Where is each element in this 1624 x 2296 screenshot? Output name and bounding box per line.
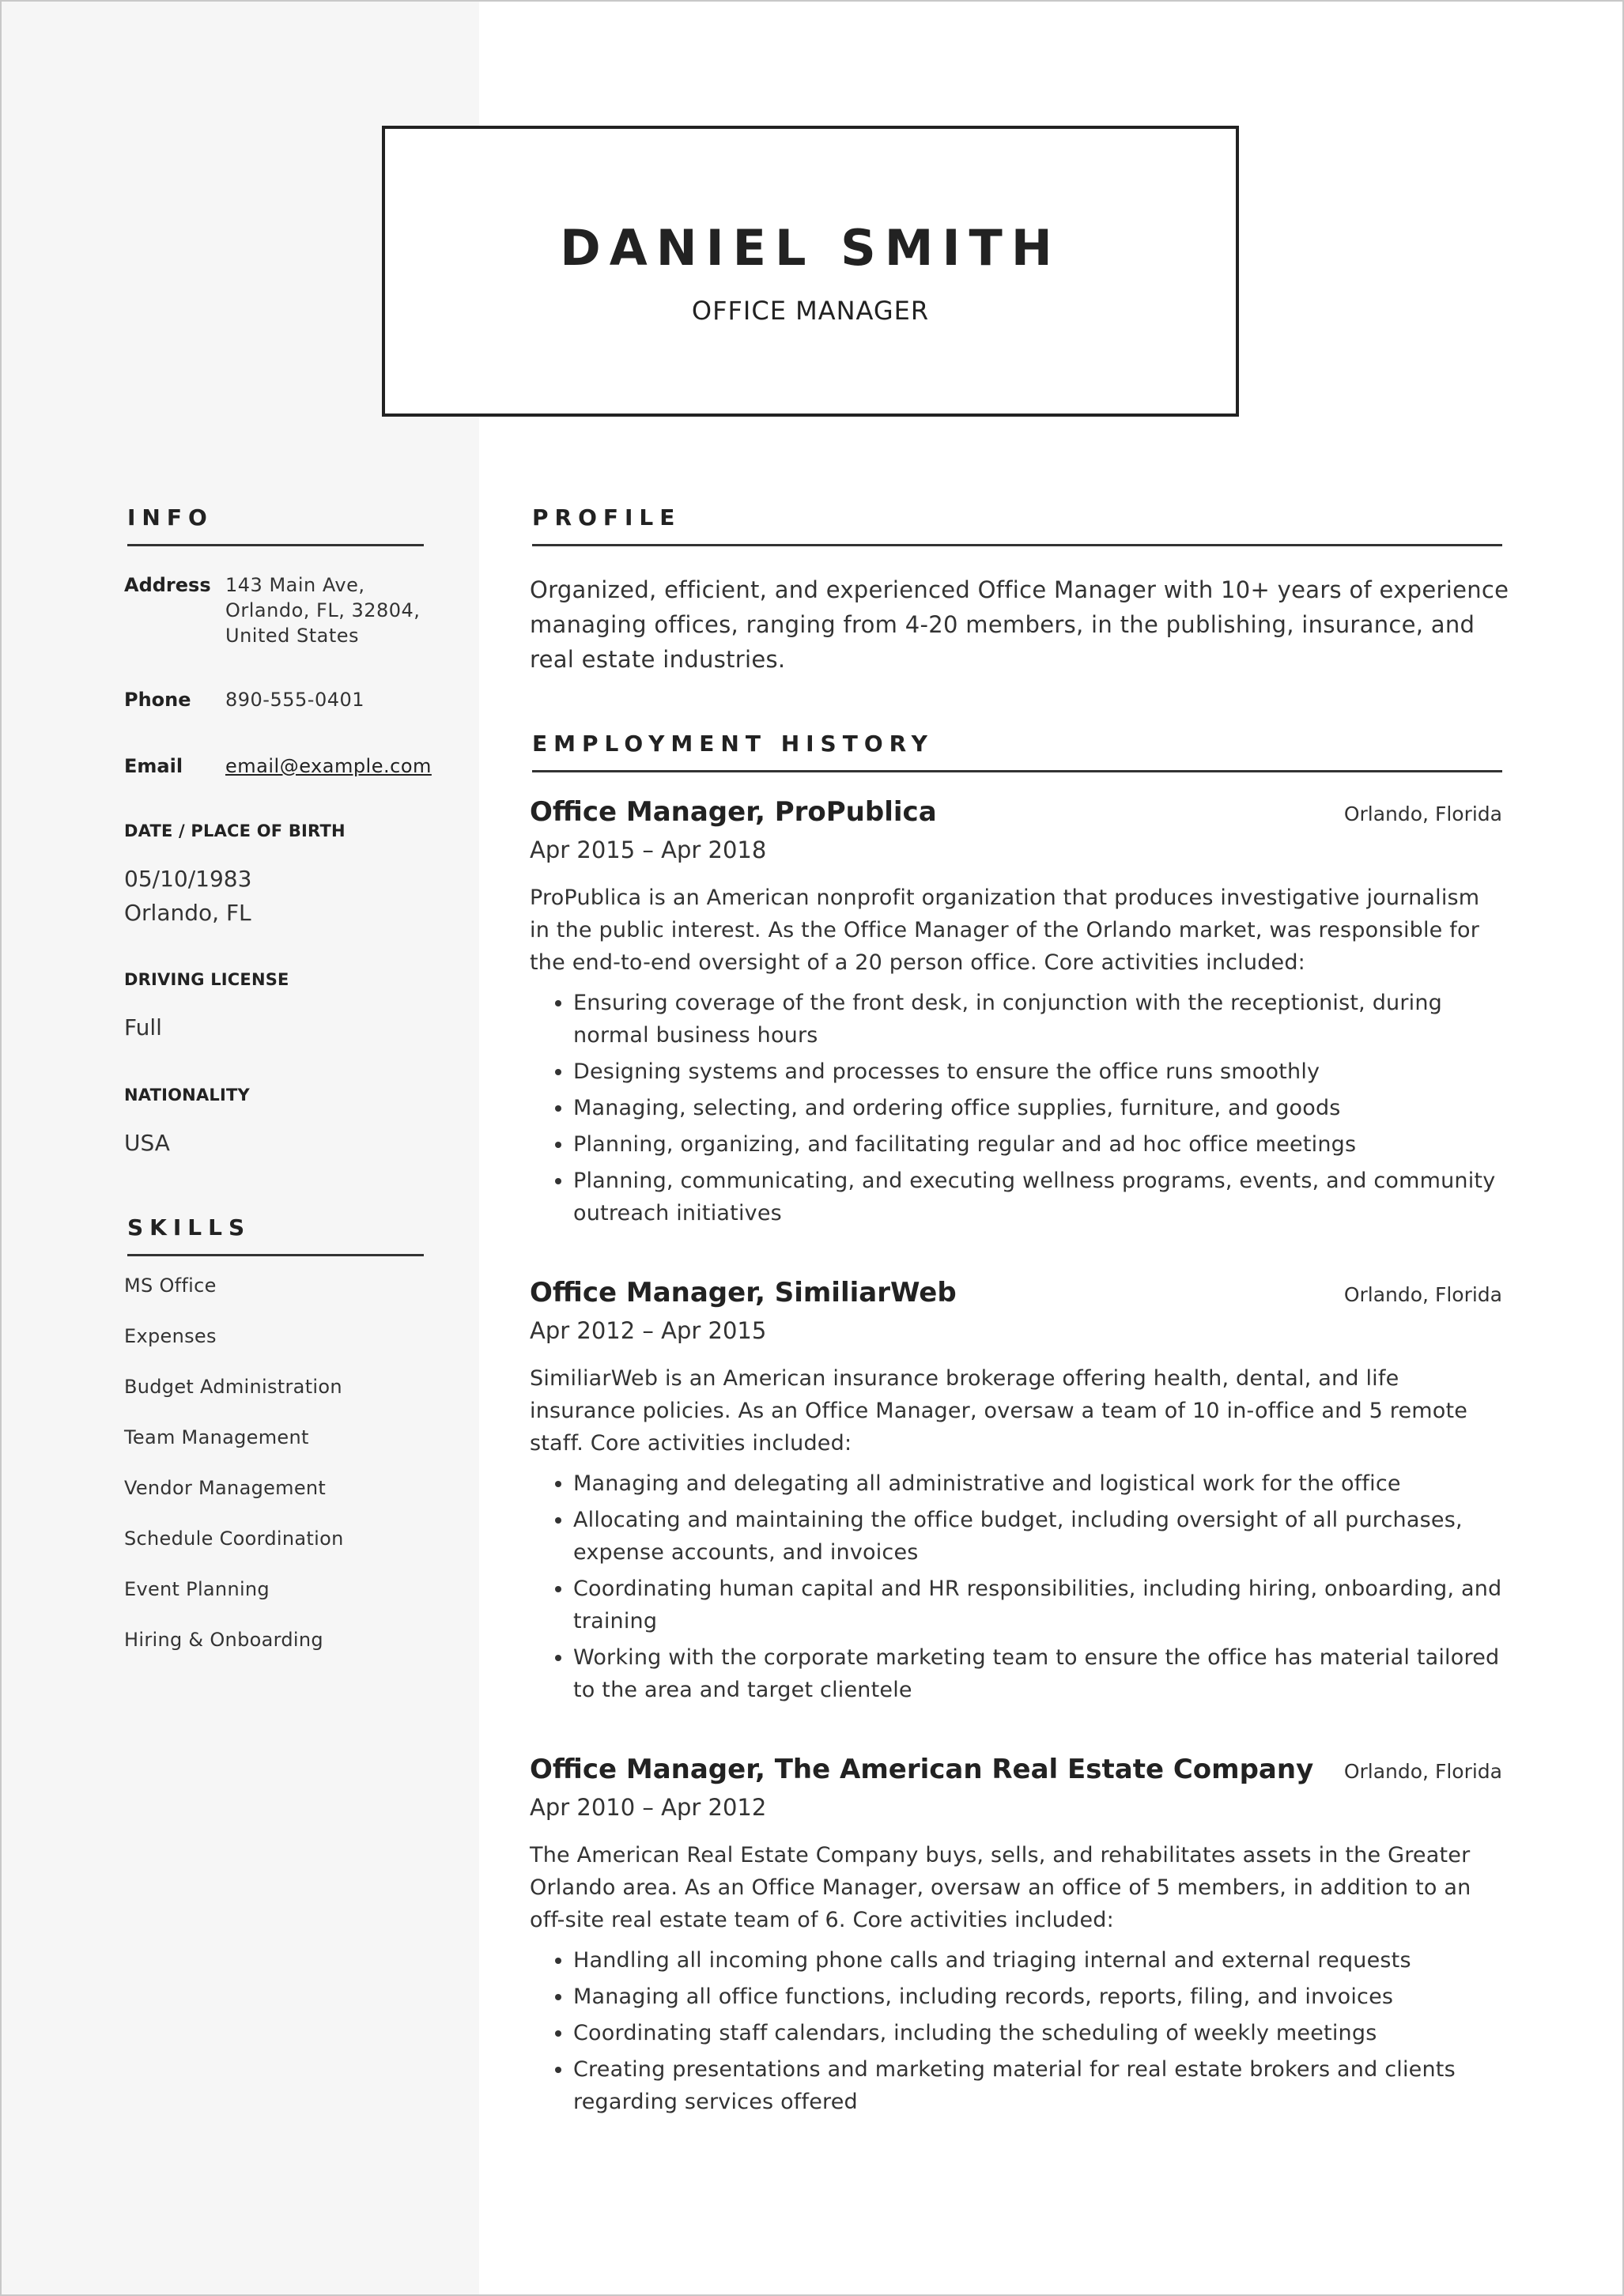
skills-divider (127, 1254, 424, 1256)
job-dates: Apr 2010 – Apr 2012 (530, 1794, 767, 1821)
skill-item: Team Management (124, 1426, 309, 1448)
profile-text: Organized, efficient, and experienced Office Manager with 10+ years of experience managing offices, ranging from 4-20 members, in the publishing, insurance, and real estate industries. (530, 576, 1509, 673)
birth-heading: DATE / PLACE OF BIRTH (124, 821, 346, 840)
job-description: The American Real Estate Company buys, sells, and rehabilitates assets in the Greater Orlando area. As an Office Manager, oversaw an office of 5 members, in addition to an off-site real estate team of 6. Core activities included: (530, 1843, 1471, 1932)
job-bullet: • Allocating and maintaining the office budget, including oversight of all purchases, expense accounts, and invoices (573, 1504, 1502, 1569)
job-bullet-list (530, 1944, 1502, 2118)
email-link[interactable]: email@example.com (225, 755, 432, 777)
job-header (530, 796, 1502, 833)
employment-heading: EMPLOYMENT HISTORY (532, 731, 934, 757)
license-heading: DRIVING LICENSE (124, 970, 289, 989)
info-divider (127, 544, 424, 546)
job-entry (530, 1277, 1502, 1710)
header-box (382, 126, 1239, 417)
candidate-name: DANIEL SMITH (560, 219, 1061, 277)
nationality-value: USA (124, 1130, 170, 1156)
employment-divider (532, 770, 1502, 772)
job-description: ProPublica is an American nonprofit organization that produces investigative journalism in the public interest. As the Office Manager of the Orlando market, was responsible for the end-to-end oversight of a 20 person office. Core activities included: (530, 886, 1480, 975)
job-location: Orlando, Florida (1343, 802, 1502, 825)
skill-item: Hiring & Onboarding (124, 1629, 323, 1651)
nationality-heading: NATIONALITY (124, 1086, 250, 1105)
skill-item: Event Planning (124, 1578, 270, 1600)
phone-label: Phone (124, 689, 191, 711)
job-title: Office Manager, The American Real Estate Company (530, 1754, 1314, 1785)
job-bullet: • Working with the corporate marketing team to ensure the office has material tailored to the area and target clientele (573, 1641, 1502, 1706)
skills-heading: SKILLS (127, 1214, 251, 1241)
profile-divider (532, 544, 1502, 546)
job-bullet: • Creating presentations and marketing material for real estate brokers and clients regarding services offered (573, 2053, 1502, 2118)
birth-date: 05/10/1983 (124, 866, 252, 892)
job-location: Orlando, Florida (1343, 1760, 1502, 1783)
email-label: Email (124, 755, 183, 777)
job-bullet: • Ensuring coverage of the front desk, in conjunction with the receptionist, during normal business hours (573, 987, 1502, 1052)
job-description: SimiliarWeb is an American insurance brokerage offering health, dental, and life insurance policies. As an Office Manager, oversaw a team of 10 in-office and 5 remote staff. Core activities included: (530, 1366, 1468, 1456)
skills-list (124, 1275, 344, 1679)
address-line: Orlando, FL, 32804, (225, 599, 421, 621)
skill-item: MS Office (124, 1275, 217, 1297)
phone-value: 890-555-0401 (225, 689, 365, 711)
skill-item: Expenses (124, 1325, 217, 1347)
birth-value (124, 862, 251, 930)
job-header (530, 1277, 1502, 1313)
candidate-title: OFFICE MANAGER (691, 296, 930, 326)
birth-place: Orlando, FL (124, 900, 251, 926)
profile-heading: PROFILE (532, 504, 682, 531)
license-value: Full (124, 1014, 162, 1040)
address-value (225, 572, 420, 648)
job-bullet: • Designing systems and processes to ensure the office runs smoothly (573, 1055, 1502, 1088)
info-heading: INFO (127, 504, 213, 531)
job-location: Orlando, Florida (1343, 1283, 1502, 1306)
job-entry (530, 796, 1502, 1233)
job-bullet: • Handling all incoming phone calls and triaging internal and external requests (573, 1944, 1502, 1977)
address-line: United States (225, 625, 360, 647)
job-bullet-list (530, 987, 1502, 1229)
job-bullet: • Managing and delegating all administrative and logistical work for the office (573, 1467, 1502, 1500)
job-bullet: • Coordinating human capital and HR responsibilities, including hiring, onboarding, and training (573, 1573, 1502, 1637)
address-label: Address (124, 574, 211, 596)
job-title: Office Manager, ProPublica (530, 796, 937, 828)
job-bullet-list (530, 1467, 1502, 1706)
job-entry (530, 1754, 1502, 2122)
job-header (530, 1754, 1502, 1790)
job-bullet: • Managing all office functions, including records, reports, filing, and invoices (573, 1981, 1502, 2013)
job-bullet: • Planning, organizing, and facilitating regular and ad hoc office meetings (573, 1128, 1502, 1161)
job-bullet: • Planning, communicating, and executing wellness programs, events, and community outreach initiatives (573, 1165, 1502, 1229)
address-line: 143 Main Ave, (225, 574, 365, 596)
skill-item: Vendor Management (124, 1477, 327, 1499)
skill-item: Schedule Coordination (124, 1528, 344, 1550)
job-dates: Apr 2012 – Apr 2015 (530, 1317, 767, 1344)
skill-item: Budget Administration (124, 1376, 342, 1398)
job-bullet: • Managing, selecting, and ordering office supplies, furniture, and goods (573, 1092, 1502, 1124)
job-title: Office Manager, SimiliarWeb (530, 1277, 957, 1308)
job-bullet: • Coordinating staff calendars, including the scheduling of weekly meetings (573, 2017, 1502, 2049)
job-dates: Apr 2015 – Apr 2018 (530, 836, 767, 863)
